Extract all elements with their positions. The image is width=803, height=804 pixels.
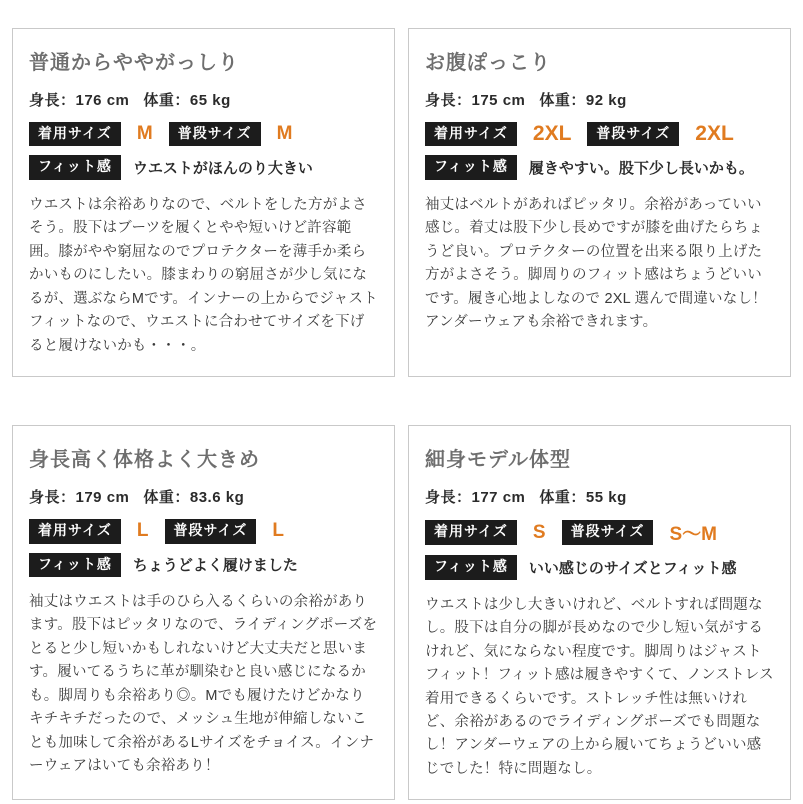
usual-size-label: 普段サイズ	[562, 520, 654, 544]
usual-size-value: 2XL	[695, 122, 734, 146]
usual-size-value: S～M	[669, 524, 717, 546]
fit-row	[29, 155, 378, 179]
fit-row	[425, 555, 774, 579]
worn-size-value: S	[532, 521, 546, 543]
height-value: 身長：179 cm	[29, 489, 130, 507]
fit-value: いい感じのサイズとフィット感	[528, 559, 737, 577]
size-row	[29, 122, 378, 146]
card-title: 普通からややがっしり	[29, 52, 239, 74]
size-row	[425, 519, 774, 546]
fit-label: フィット感	[29, 155, 121, 179]
size-row	[425, 122, 774, 146]
height-value: 身長：175 cm	[425, 92, 526, 109]
measurements	[29, 486, 378, 507]
card-title: お腹ぽっこり	[425, 52, 551, 74]
fit-value: 履きやすい。股下少し長いかも。	[528, 160, 754, 178]
usual-size-label: 普段サイズ	[587, 122, 679, 146]
fit-row	[425, 155, 774, 179]
usual-size-value: L	[272, 520, 284, 542]
usual-size-label: 普段サイズ	[169, 122, 261, 146]
measurements	[425, 89, 774, 110]
fit-label: フィット感	[425, 155, 517, 179]
usual-size-value: M	[276, 123, 293, 145]
card-title: 細身モデル体型	[425, 449, 571, 472]
review-body: ウエストは余裕ありなので、ベルトをした方がよさそう。股下はブーツを履くとやや短いけど許容範囲。膝がやや窮屈なのでプロテクターを薄手か柔らかいものにしたい。膝まわりの窮屈さが少し気になるが、選ぶならMです。インナーの上からでジャストフィットなので、ウエストに合わせてサイズを下げると履けないかも・・・。	[29, 196, 378, 354]
weight-value: 体重：65 kg	[143, 92, 231, 109]
fit-label: フィット感	[425, 555, 517, 579]
usual-size-pair	[562, 519, 733, 546]
review-body: 袖丈はウエストは手のひら入るくらいの余裕があります。股下はピッタリなので、ライディングポーズをとると少し短いかもしれないけど大丈夫だと思います。履いてるうちに革が馴染むと良い感じになるかも。脚周りも余裕あり◎。Mでも履けたけどかなりキチキチだったので、メッシュ生地が伸縮しないことも加味して余裕があるLサイズをチョイス。インナーウェアはいても余裕あり！	[29, 593, 378, 775]
height-value: 身長：176 cm	[29, 92, 130, 109]
review-card	[12, 425, 395, 800]
worn-size-value: 2XL	[532, 122, 572, 146]
fit-row	[29, 553, 378, 577]
card-title: 身長高く体格よく大きめ	[29, 449, 260, 472]
usual-size-pair	[587, 122, 749, 146]
fit-value: ウエストがほんのり大きい	[132, 160, 313, 178]
weight-value: 体重：83.6 kg	[143, 489, 245, 507]
review-card-grid	[12, 28, 791, 800]
worn-size-pair	[29, 519, 165, 543]
worn-size-pair	[29, 122, 169, 146]
weight-value: 体重：92 kg	[539, 92, 627, 109]
review-body: ウエストは少し大きいけれど、ベルトすれば問題なし。股下は自分の脚が長めなので少し短い気がするけれど、気にならない程度です。脚周りはジャストフィット！フィット感は履きやすくて、ノンストレス着用できるくらいです。ストレッチ性は無いけれど、余裕があるのでライディングポーズでも問題なし！アンダーウェアの上から履いてちょうどいい感じでした！特に問題なし。	[425, 596, 774, 777]
fit-label: フィット感	[29, 553, 121, 577]
review-card	[408, 425, 791, 800]
fit-value: ちょうどよく履けました	[132, 557, 298, 575]
worn-size-label: 着用サイズ	[29, 122, 121, 146]
review-card	[12, 28, 395, 377]
height-value: 身長：177 cm	[425, 489, 526, 507]
usual-size-label: 普段サイズ	[165, 519, 257, 543]
usual-size-pair	[169, 122, 309, 146]
measurements	[425, 486, 774, 507]
worn-size-pair	[425, 520, 562, 544]
worn-size-label: 着用サイズ	[425, 520, 517, 544]
usual-size-pair	[165, 519, 301, 543]
worn-size-label: 着用サイズ	[425, 122, 517, 146]
size-row	[29, 519, 378, 543]
worn-size-value: L	[136, 520, 149, 542]
weight-value: 体重：55 kg	[539, 489, 627, 507]
worn-size-value: M	[136, 123, 153, 145]
review-card	[408, 28, 791, 377]
worn-size-pair	[425, 122, 587, 146]
worn-size-label: 着用サイズ	[29, 519, 121, 543]
measurements	[29, 89, 378, 110]
review-body: 袖丈はベルトがあればピッタリ。余裕があっていい感じ。着丈は股下少し長めですが膝を曲げたらちょうど良い。プロテクターの位置を出来る限り上げた方がよさそう。脚周りのフィット感はちょうどいいです。履き心地よしなので 2XL 選んで間違いなし！アンダーウェアも余裕できれます。	[425, 196, 767, 331]
